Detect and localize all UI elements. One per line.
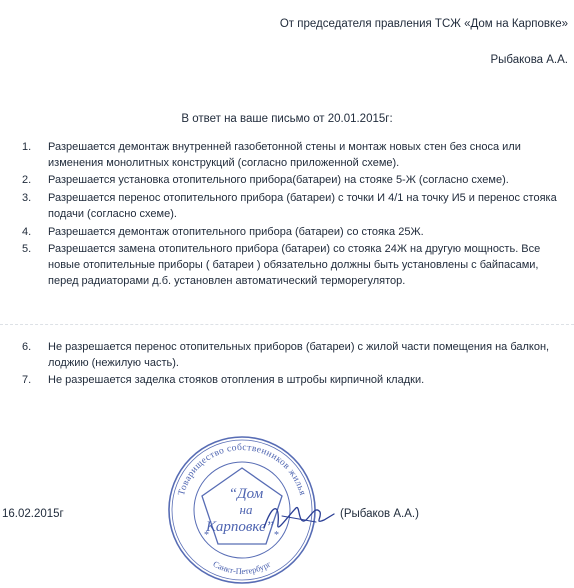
sender-name: Рыбакова А.А. bbox=[490, 54, 568, 66]
item-text: Разрешается демонтаж отопительного прибора (батареи) со стояка 25Ж. bbox=[48, 225, 424, 238]
prohibited-list bbox=[22, 340, 568, 391]
item-number: 1. bbox=[22, 141, 32, 153]
item-number: 7. bbox=[22, 374, 32, 387]
handwritten-signature bbox=[258, 494, 338, 540]
list-item bbox=[22, 173, 568, 189]
seal-star-right: * bbox=[274, 530, 279, 541]
permitted-list bbox=[22, 140, 568, 291]
list-item bbox=[22, 242, 568, 289]
seal-city-text: Санкт-Петербург bbox=[211, 558, 273, 577]
item-text: Разрешается замена отопительного прибора (батареи) со стояка 24Ж на другую мощность. Все новые отопительные приборы ( батареи ) обязательно должны быть установлены с байпасами, перед радиаторами д.б. установлен автоматический терморегулятор. bbox=[48, 243, 541, 287]
scan-divider bbox=[0, 324, 574, 325]
seal-ring-text: Товарищество собственников жилья bbox=[176, 442, 308, 497]
list-item bbox=[22, 140, 568, 171]
item-number: 3. bbox=[22, 192, 32, 205]
item-number: 6. bbox=[22, 341, 32, 353]
item-text: Разрешается установка отопительного прибора(батареи) на стояке 5-Ж (согласно схеме). bbox=[48, 174, 509, 187]
letter-date: 16.02.2015г bbox=[2, 508, 64, 520]
item-number: 4. bbox=[22, 225, 32, 238]
list-item bbox=[22, 373, 568, 389]
seal-line-1: “Дом bbox=[228, 486, 264, 502]
signatory-name: (Рыбаков А.А.) bbox=[340, 508, 419, 520]
seal-line-3: Карповке” bbox=[205, 519, 275, 535]
seal-line-2: на bbox=[239, 502, 253, 517]
item-text: Разрешается демонтаж внутренней газобетонной стены и монтаж новых стен без сноса или изменения монолитных конструкций (согласно приложенной схеме). bbox=[48, 141, 521, 169]
item-text: Разрешается перенос отопительного прибора (батареи) с точки И 4/1 на точку И5 и перенос стояка подачи (согласно схеме). bbox=[48, 192, 557, 220]
list-item bbox=[22, 191, 568, 222]
item-number: 2. bbox=[22, 174, 32, 187]
seal-star-left: * bbox=[204, 530, 209, 541]
item-number: 5. bbox=[22, 243, 32, 256]
sender-line: От председателя правления ТСЖ «Дом на Карповке» bbox=[279, 18, 568, 30]
list-item bbox=[22, 225, 568, 241]
item-text: Не разрешается заделка стояков отопления в штробы кирпичной кладки. bbox=[48, 374, 425, 387]
list-item bbox=[22, 340, 568, 371]
item-text: Не разрешается перенос отопительных приборов (батареи) с жилой части помещения на балкон, лоджию (нежилую часть). bbox=[48, 341, 550, 369]
reply-heading: В ответ на ваше письмо от 20.01.2015г: bbox=[181, 113, 393, 125]
